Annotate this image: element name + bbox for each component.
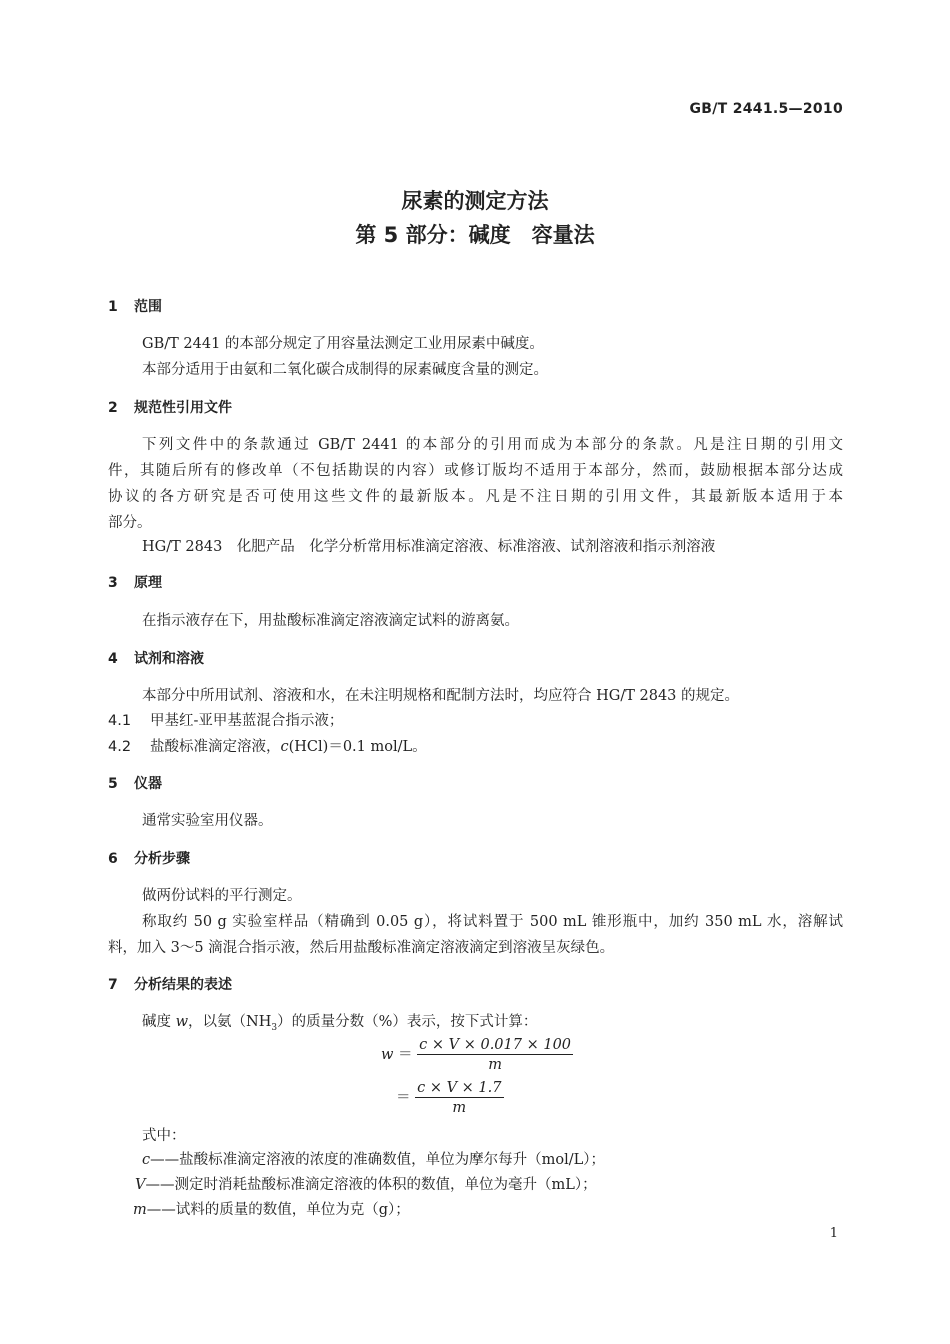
paragraph-line: 部分。: [108, 515, 152, 531]
paragraph: 通常实验室用仪器。: [142, 813, 273, 829]
variable-c: c: [142, 1152, 151, 1168]
item-number: 4.1: [108, 713, 132, 729]
equals-sign: ＝: [398, 1047, 413, 1063]
where-label: 式中：: [142, 1128, 186, 1144]
section-heading-reagents: [108, 648, 204, 668]
section-heading-references: [108, 397, 232, 417]
section-number: 5: [108, 776, 118, 792]
section-heading-scope: [108, 296, 162, 316]
section-number: 3: [108, 575, 118, 591]
formula-line-2: [396, 1080, 504, 1116]
document-subtitle: 第 5 部分：碱度 容量法: [355, 223, 595, 247]
section-heading-results: [108, 974, 232, 994]
text: ，以氨（NH: [188, 1014, 272, 1030]
section-heading-apparatus: [108, 773, 162, 793]
definition-text: ——测定时消耗盐酸标准滴定溶液的体积的数值，单位为毫升（mL）；: [145, 1177, 597, 1193]
page-number: 1: [829, 1226, 838, 1241]
fraction-denominator: m: [488, 1057, 502, 1073]
item-number: 4.2: [108, 739, 132, 755]
item-text: (HCl)＝0.1 mol/L。: [288, 739, 427, 755]
item-text: 盐酸标准滴定溶液，: [150, 739, 281, 755]
variable-w: w: [175, 1014, 189, 1030]
section-title: 分析结果的表述: [134, 977, 232, 993]
section-title: 范围: [134, 299, 162, 315]
variable-c: c: [280, 739, 289, 755]
variable-definition: [133, 1198, 410, 1219]
fraction-numerator: c × V × 0.017 × 100: [419, 1037, 572, 1053]
fraction: [417, 1037, 573, 1073]
text: 碱度: [142, 1014, 176, 1030]
section-title: 试剂和溶液: [134, 651, 204, 667]
paragraph-line: 料，加入 3～5 滴混合指示液，然后用盐酸标准滴定溶液滴定到溶液呈灰绿色。: [108, 940, 615, 956]
document-title: 尿素的测定方法: [401, 189, 549, 213]
variable-definition: [135, 1173, 597, 1194]
section-number: 6: [108, 851, 118, 867]
text: ）的质量分数（%）表示，按下式计算：: [277, 1014, 538, 1030]
paragraph: 在指示液存在下，用盐酸标准滴定溶液滴定试料的游离氨。: [142, 613, 519, 629]
section-title: 分析步骤: [134, 851, 190, 867]
definition-text: ——试料的质量的数值，单位为克（g）；: [146, 1202, 410, 1218]
fraction-numerator: c × V × 1.7: [417, 1080, 502, 1096]
fraction: [415, 1080, 503, 1116]
paragraph: 做两份试料的平行测定。: [142, 888, 302, 904]
section-title: 原理: [134, 575, 162, 591]
paragraph-line: 协议的各方研究是否可使用这些文件的最新版本。凡是不注日期的引用文件，其最新版本适用于本: [108, 489, 843, 505]
variable-definition: [142, 1148, 605, 1169]
standard-number: GB/T 2441.5—2010: [689, 101, 843, 117]
section-title: 仪器: [134, 776, 162, 792]
section-heading-principle: [108, 572, 162, 592]
section-number: 1: [108, 299, 118, 315]
reagent-item: [108, 735, 427, 756]
equals-sign: ＝: [396, 1090, 411, 1106]
section-title: 规范性引用文件: [134, 400, 232, 416]
item-text: 甲基红-亚甲基蓝混合指示液；: [150, 713, 344, 729]
paragraph-line: 称取约 50 g 实验室样品（精确到 0.05 g），将试料置于 500 mL 锥形瓶中，加约 350 mL 水，溶解试: [142, 914, 843, 930]
paragraph-line: 件，其随后所有的修改单（不包括勘误的内容）或修订版均不适用于本部分，然而，鼓励根据本部分达成: [108, 463, 843, 479]
variable-V: V: [135, 1177, 146, 1193]
paragraph: 本部分中所用试剂、溶液和水，在未注明规格和配制方法时，均应符合 HG/T 2843 的规定。: [142, 688, 740, 704]
definition-text: ——盐酸标准滴定溶液的浓度的准确数值，单位为摩尔每升（mol/L）；: [150, 1152, 606, 1168]
section-number: 4: [108, 651, 118, 667]
reagent-item: [108, 709, 343, 730]
paragraph-line: 下列文件中的条款通过 GB/T 2441 的本部分的引用而成为本部分的条款。凡是注日期的引用文: [142, 437, 843, 453]
section-heading-procedure: [108, 848, 190, 868]
fraction-denominator: m: [452, 1100, 467, 1116]
formula-lhs: w: [381, 1047, 394, 1063]
paragraph: GB/T 2441 的本部分规定了用容量法测定工业用尿素中碱度。: [142, 336, 544, 352]
formula-line-1: [381, 1037, 573, 1073]
paragraph: 本部分适用于由氨和二氧化碳合成制得的尿素碱度含量的测定。: [142, 362, 548, 378]
section-number: 2: [108, 400, 118, 416]
subscript: 3: [271, 1022, 278, 1033]
section-number: 7: [108, 977, 118, 993]
variable-m: m: [133, 1202, 147, 1218]
formula-intro: [142, 1010, 537, 1033]
normative-reference: HG/T 2843 化肥产品 化学分析常用标准滴定溶液、标准溶液、试剂溶液和指示剂溶液: [142, 539, 716, 555]
